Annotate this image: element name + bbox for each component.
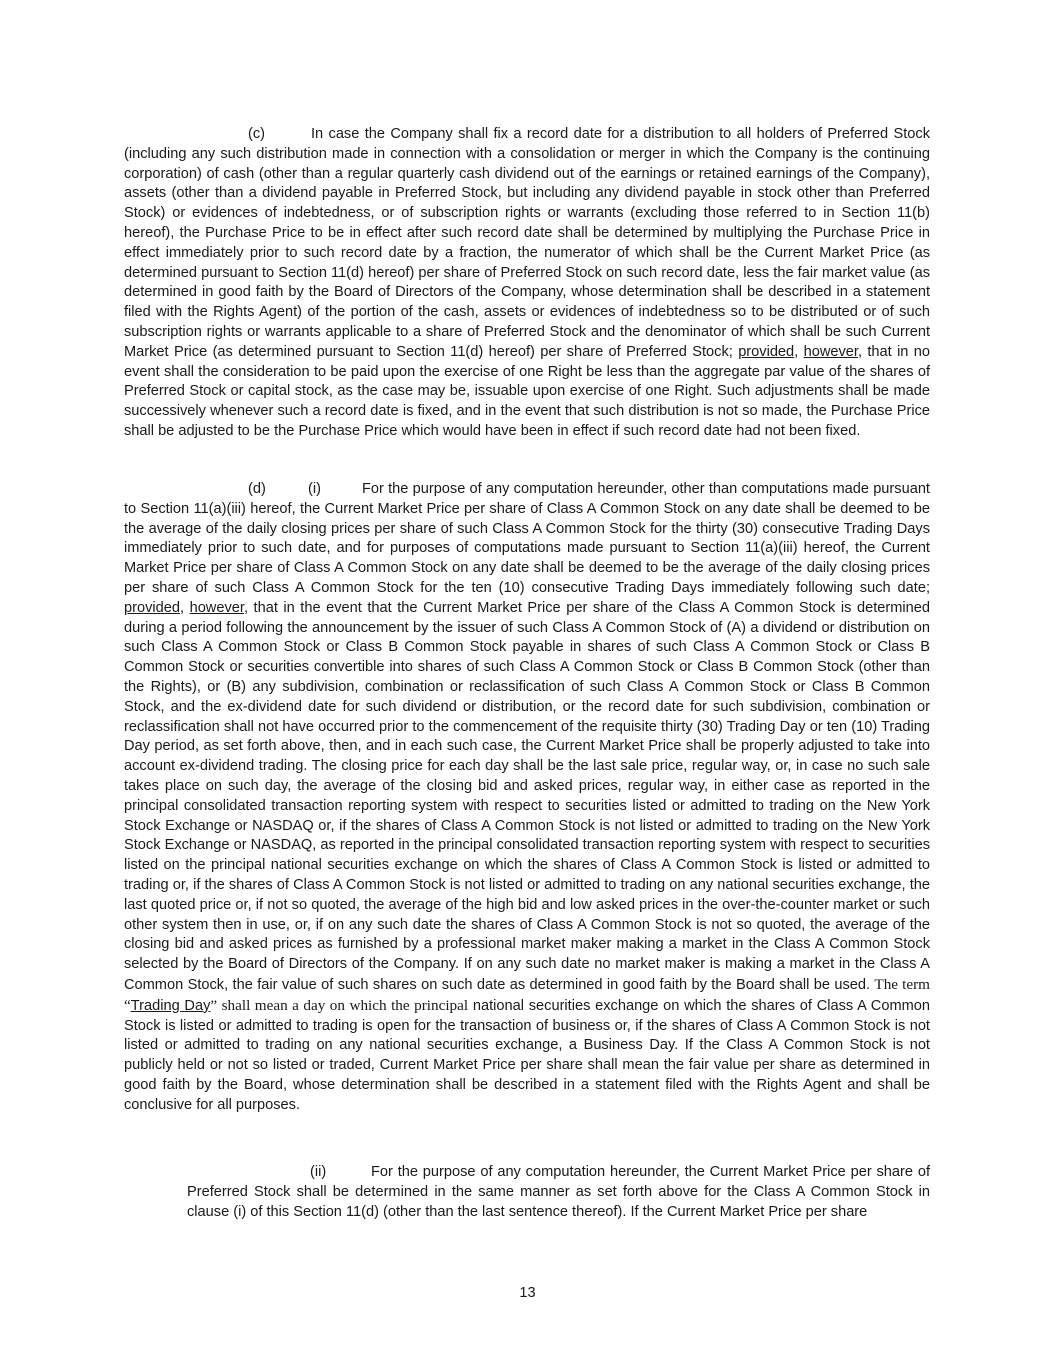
section-c-text: In case the Company shall fix a record date for a distribution to all holders of Preferred Stock (including any such distribution made in connection with a consolidation or merger in which the Company is the continuing corporation) of cash (other than a regular quarterly cash dividend out of the earnings or retained earnings of the Company), assets (other than a dividend payable in Preferred Stock, but including any dividend payable in stock other than Preferred Stock) or evidences of indebtedness, or of subscription rights or warrants (excluding those referred to in Section 11(b) hereof), the Purchase Price to be in effect after such record date shall be determined by multiplying the Purchase Price in effect immediately prior to such record date by a fraction, the numerator of which shall be the Current Market Price (as determined pursuant to Section 11(d) hereof) per share of Preferred Stock on such record date, less the fair market value (as determined in good faith by the Board of Directors of the Company, whose determination shall be described in a statement filed with the Rights Agent) of the portion of the cash, assets or evidences of indebtedness so to be distributed or of such subscription rights or warrants applicable to a share of Preferred Stock and the denominator of which shall be such Current Market Price (as determined pursuant to Section 11(d) hereof) per share of Preferred Stock;: [124, 126, 930, 360]
section-d-text-2: , that in the event that the Current Market Price per share of the Class A Common Stock is determined during a period following the announcement by the issuer of such Class A Common Stock of (A) a dividend or distribution on such Class A Common Stock or Class B Common Stock payable in shares of such Class A Common Stock or Class B Common Stock or securities convertible into shares of such Class A Common Stock or Class B Common Stock (other than the Rights), or (B) any subdivision, combination or reclassification of such Class A Common Stock or Class B Common Stock, and the ex-dividend date for such dividend or distribution, or the record date for such subdivision, combination or reclassification shall not have occurred prior to the commencement of the requisite thirty (30) Trading Day or ten (10) Trading Day period, as set forth above, then, and in each such case, the Current Market Price shall be properly adjusted to take into account ex-dividend trading. The closing price for each day shall be the last sale price, regular way, or, in case no such sale takes place on such day, the average of the closing bid and asked prices, regular way, in either case as reported in the principal consolidated transaction reporting system with respect to securities listed or admitted to trading on the New York Stock Exchange or NASDAQ or, if the shares of Class A Common Stock is not listed or admitted to trading on the New York Stock Exchange or NASDAQ, as reported in the principal consolidated transaction reporting system with respect to securities listed on the principal national securities exchange on which the shares of Class A Common Stock is listed or admitted to trading or, if the shares of Class A Common Stock is not listed or admitted to trading on any national securities exchange, the last quoted price or, if not so quoted, the average of the high bid and low asked prices in the over-the-counter market or such other system then in use, or, if on any such date the shares of Class A Common Stock is not so quoted, the average of the closing bid and asked prices as furnished by a professional market maker making a market in the Class A Common Stock selected by the Board of Directors of the Company. If on any such date no market maker is making a market in the Class A Common Stock, the fair value of such shares on such date as determined in good faith by the Board shall be used.: [124, 599, 930, 993]
section-c-text-after: , that in no event shall the consideration to be paid upon the exercise of one Right be less than the aggregate par value of the shares of Preferred Stock or capital stock, as the case may be, issuable upon exercise of one Right. Such adjustments shall be made successively whenever such a record date is fixed, and in the event that such distribution is not so made, the Purchase Price shall be adjusted to be the Purchase Price which would have been in effect if such record date had not been fixed.: [124, 343, 931, 439]
section-c-label: (c): [248, 126, 266, 142]
paragraph-section-d-i: (d) (i) For the purpose of any computation hereunder, other than computations made pursuant to Section 11(a)(iii) hereof, the Current Market Price per share of Class A Common Stock on any date shall be deemed to be the average of the daily closing prices per share of such Class A Common Stock for the thirty (30) consecutive Trading Days immediately prior to such date, and for purposes of computations made pursuant to Section 11(a)(iii) hereof, the Current Market Price per share of Class A Common Stock on any date shall be deemed to be the average of the daily closing prices per share of such Class A Common Stock for the ten (10) consecutive Trading Days immediately following such date; provided, however, that in the event that the Current Market Price per share of the Class A Common Stock is determined during a period following the announcement by the issuer of such Class A Common Stock of (A) a dividend or distribution on such Class A Common Stock or Class B Common Stock payable in shares of such Class A Common Stock or Class B Common Stock or securities convertible into shares of such Class A Common Stock or Class B Common Stock (other than the Rights), or (B) any subdivision, combination or reclassification of such Class A Common Stock or Class B Common Stock, and the ex-dividend date for such dividend or distribution, or the record date for such subdivision, combination or reclassification shall not have occurred prior to the commencement of the requisite thirty (30) Trading Day or ten (10) Trading Day period, as set forth above, then, and in each such case, the Current Market Price shall be properly adjusted to take into account ex-dividend trading. The closing price for each day shall be the last sale price, regular way, or, in case no such sale takes place on such day, the average of the closing bid and asked prices, regular way, in either case as reported in the principal consolidated transaction reporting system with respect to securities listed or admitted to trading on the New York Stock Exchange or NASDAQ or, if the shares of Class A Common Stock is not listed or admitted to trading on the New York Stock Exchange or NASDAQ, as reported in the principal consolidated transaction reporting system with respect to securities listed on the principal national securities exchange on which the shares of Class A Common Stock is listed or admitted to trading or, if the shares of Class A Common Stock is not listed or admitted to trading on any national securities exchange, the last quoted price or, if not so quoted, the average of the high bid and low asked prices in the over-the-counter market or such other system then in use, or, if on any such date the shares of Class A Common Stock is not so quoted, the average of the closing bid and asked prices as furnished by a professional market maker making a market in the Class A Common Stock selected by the Board of Directors of the Company. If on any such date no market maker is making a market in the Class A Common Stock, the fair value of such shares on such date as determined in good faith by the Board shall be used. The term “Trading Day” shall mean a day on which the principal national securities exchange on which the shares of Class A Common Stock is listed or admitted to trading is open for the transaction of business or, if the shares of Class A Common Stock is not listed or admitted to trading on any national securities exchange, a Business Day. If the Class A Common Stock is not publicly held or not so listed or traded, Current Market Price per share shall mean the fair value per share as determined in good faith by the Board, whose determination shall be described in a statement filed with the Rights Agent and shall be conclusive for all purposes.: [124, 481, 930, 1113]
term-prefix: The term “: [124, 975, 930, 1014]
however-term: however: [189, 599, 244, 616]
trading-day-term: Trading Day: [130, 997, 211, 1014]
section-d-text-3: national securities exchange on which the shares of Class A Common Stock is listed or admitted to trading is open for the transaction of business or, if the shares of Class A Common Stock is not listed or admitted to trading on any national securities exchange, a Business Day. If the Class A Common Stock is not publicly held or not so listed or traded, Current Market Price per share shall mean the fair value per share as determined in good faith by the Board, whose determination shall be described in a statement filed with the Rights Agent and shall be conclusive for all purposes.: [124, 997, 930, 1113]
provided-term: provided: [738, 343, 795, 360]
section-d-i-label: (i): [308, 481, 321, 497]
paragraph-section-d-ii: [187, 1163, 930, 1222]
section-d-text-1: For the purpose of any computation hereunder, other than computations made pursuant to Section 11(a)(iii) hereof, the Current Market Price per share of Class A Common Stock on any date shall be deemed to be the average of the daily closing prices per share of such Class A Common Stock for the thirty (30) consecutive Trading Days immediately prior to such date, and for purposes of computations made pursuant to Section 11(a)(iii) hereof, the Current Market Price per share of Class A Common Stock on any date shall be deemed to be the average of the daily closing prices per share of such Class A Common Stock for the ten (10) consecutive Trading Days immediately following such date;: [124, 481, 930, 596]
term-suffix: ” shall mean a day on which the principal: [210, 996, 469, 1014]
section-d-label: (d): [248, 481, 266, 497]
page-number: 13: [519, 1285, 536, 1301]
provided-term: provided: [124, 599, 180, 616]
section-d-ii-label: (ii): [310, 1164, 327, 1180]
however-term: however: [803, 343, 858, 360]
paragraph-section-c: (c) In case the Company shall fix a record date for a distribution to all holders of Preferred Stock (including any such distribution made in connection with a consolidation or merger in which the Company is the continuing corporation) of cash (other than a regular quarterly cash dividend out of the earnings or retained earnings of the Company), assets (other than a dividend payable in Preferred Stock, but including any dividend payable in stock other than Preferred Stock) or evidences of indebtedness, or of subscription rights or warrants (excluding those referred to in Section 11(b) hereof), the Purchase Price to be in effect after such record date shall be determined by multiplying the Purchase Price in effect immediately prior to such record date by a fraction, the numerator of which shall be the Current Market Price (as determined pursuant to Section 11(d) hereof) per share of Preferred Stock on such record date, less the fair market value (as determined in good faith by the Board of Directors of the Company, whose determination shall be described in a statement filed with the Rights Agent) of the portion of the cash, assets or evidences of indebtedness so to be distributed or of such subscription rights or warrants applicable to a share of Preferred Stock and the denominator of which shall be such Current Market Price (as determined pursuant to Section 11(d) hereof) per share of Preferred Stock; provided, however, that in no event shall the consideration to be paid upon the exercise of one Right be less than the aggregate par value of the shares of Preferred Stock or capital stock, as the case may be, issuable upon exercise of one Right. Such adjustments shall be made successively whenever such a record date is fixed, and in the event that such distribution is not so made, the Purchase Price shall be adjusted to be the Purchase Price which would have been in effect if such record date had not been fixed.: [124, 126, 931, 439]
section-d-ii-text: For the purpose of any computation hereunder, the Current Market Price per share of Preferred Stock shall be determined in the same manner as set forth above for the Class A Common Stock in clause (i) of this Section 11(d) (other than the last sentence thereof). If the Current Market Price per share: [187, 1164, 930, 1220]
